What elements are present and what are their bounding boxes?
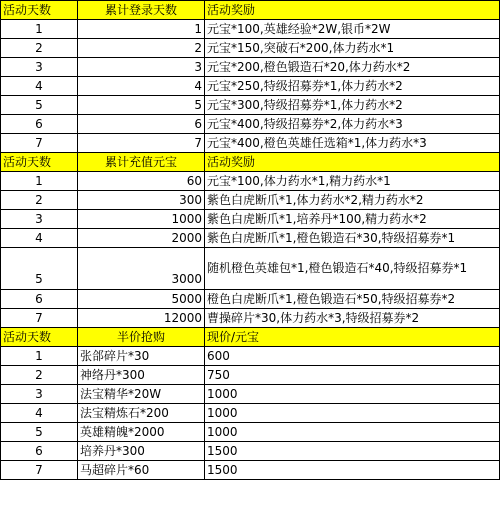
day-cell: 3 [1, 58, 78, 77]
table-row [1, 290, 500, 309]
recharge-amount-cell: 60 [78, 172, 205, 191]
price-cell: 750 [205, 366, 500, 385]
day-cell: 3 [1, 210, 78, 229]
reward-cell: 曹操碎片*30,体力药水*3,特级招募券*2 [205, 309, 500, 328]
reward-cell: 元宝*400,橙色英雄任选箱*1,体力药水*3 [205, 134, 500, 153]
login-days-cell: 7 [78, 134, 205, 153]
reward-cell: 紫色白虎断爪*1,体力药水*2,精力药水*2 [205, 191, 500, 210]
login-days-cell: 2 [78, 39, 205, 58]
table-row [1, 442, 500, 461]
item-cell: 马超碎片*60 [78, 461, 205, 480]
login-days-cell: 6 [78, 115, 205, 134]
table-row [1, 347, 500, 366]
login-days-cell: 1 [78, 20, 205, 39]
item-cell: 英雄精魄*2000 [78, 423, 205, 442]
reward-cell: 元宝*150,突破石*200,体力药水*1 [205, 39, 500, 58]
table-row [1, 172, 500, 191]
table-row [1, 20, 500, 39]
table-row [1, 210, 500, 229]
login-days-cell: 3 [78, 58, 205, 77]
login-header-row [1, 1, 500, 20]
recharge-header-row [1, 153, 500, 172]
day-cell: 5 [1, 248, 78, 290]
table-row [1, 461, 500, 480]
day-cell: 1 [1, 172, 78, 191]
table-row [1, 385, 500, 404]
price-cell: 1000 [205, 423, 500, 442]
header-cell: 累计登录天数 [78, 1, 205, 20]
recharge-amount-cell: 3000 [78, 248, 205, 290]
recharge-amount-cell: 5000 [78, 290, 205, 309]
table-row [1, 423, 500, 442]
day-cell: 5 [1, 96, 78, 115]
day-cell: 2 [1, 191, 78, 210]
day-cell: 7 [1, 309, 78, 328]
reward-cell: 橙色白虎断爪*1,橙色锻造石*50,特级招募券*2 [205, 290, 500, 309]
table-row [1, 77, 500, 96]
table-row [1, 366, 500, 385]
header-cell: 现价/元宝 [205, 328, 500, 347]
recharge-amount-cell: 12000 [78, 309, 205, 328]
day-cell: 1 [1, 347, 78, 366]
reward-cell: 元宝*250,特级招募券*1,体力药水*2 [205, 77, 500, 96]
day-cell: 7 [1, 461, 78, 480]
header-cell: 活动奖励 [205, 153, 500, 172]
reward-cell: 元宝*100,体力药水*1,精力药水*1 [205, 172, 500, 191]
day-cell: 1 [1, 20, 78, 39]
day-cell: 3 [1, 385, 78, 404]
header-cell: 活动天数 [1, 1, 78, 20]
item-cell: 神络丹*300 [78, 366, 205, 385]
reward-cell: 元宝*400,特级招募券*2,体力药水*3 [205, 115, 500, 134]
reward-cell: 随机橙色英雄包*1,橙色锻造石*40,特级招募券*1 [205, 248, 500, 290]
price-cell: 1500 [205, 461, 500, 480]
day-cell: 4 [1, 77, 78, 96]
reward-cell: 元宝*200,橙色锻造石*20,体力药水*2 [205, 58, 500, 77]
day-cell: 6 [1, 290, 78, 309]
item-cell: 张郃碎片*30 [78, 347, 205, 366]
item-cell: 培养丹*300 [78, 442, 205, 461]
table-row [1, 39, 500, 58]
half-price-header-row [1, 328, 500, 347]
reward-cell: 紫色白虎断爪*1,培养丹*100,精力药水*2 [205, 210, 500, 229]
item-cell: 法宝精华*20W [78, 385, 205, 404]
recharge-amount-cell: 300 [78, 191, 205, 210]
reward-cell: 元宝*100,英雄经验*2W,银币*2W [205, 20, 500, 39]
table-row [1, 248, 500, 290]
reward-cell: 紫色白虎断爪*1,橙色锻造石*30,特级招募券*1 [205, 229, 500, 248]
header-cell: 累计充值元宝 [78, 153, 205, 172]
recharge-amount-cell: 2000 [78, 229, 205, 248]
header-cell: 活动天数 [1, 328, 78, 347]
header-cell: 半价抢购 [78, 328, 205, 347]
login-days-cell: 4 [78, 77, 205, 96]
table-row [1, 191, 500, 210]
login-days-cell: 5 [78, 96, 205, 115]
day-cell: 5 [1, 423, 78, 442]
table-row [1, 115, 500, 134]
day-cell: 7 [1, 134, 78, 153]
reward-cell: 元宝*300,特级招募券*1,体力药水*2 [205, 96, 500, 115]
table-row [1, 134, 500, 153]
table-row [1, 309, 500, 328]
day-cell: 2 [1, 366, 78, 385]
price-cell: 1000 [205, 404, 500, 423]
table-row [1, 96, 500, 115]
day-cell: 6 [1, 115, 78, 134]
day-cell: 6 [1, 442, 78, 461]
price-cell: 1000 [205, 385, 500, 404]
price-cell: 600 [205, 347, 500, 366]
item-cell: 法宝精炼石*200 [78, 404, 205, 423]
header-cell: 活动奖励 [205, 1, 500, 20]
header-cell: 活动天数 [1, 153, 78, 172]
table-row [1, 58, 500, 77]
table-row [1, 229, 500, 248]
recharge-amount-cell: 1000 [78, 210, 205, 229]
day-cell: 4 [1, 229, 78, 248]
day-cell: 2 [1, 39, 78, 58]
price-cell: 1500 [205, 442, 500, 461]
day-cell: 4 [1, 404, 78, 423]
table-row [1, 404, 500, 423]
